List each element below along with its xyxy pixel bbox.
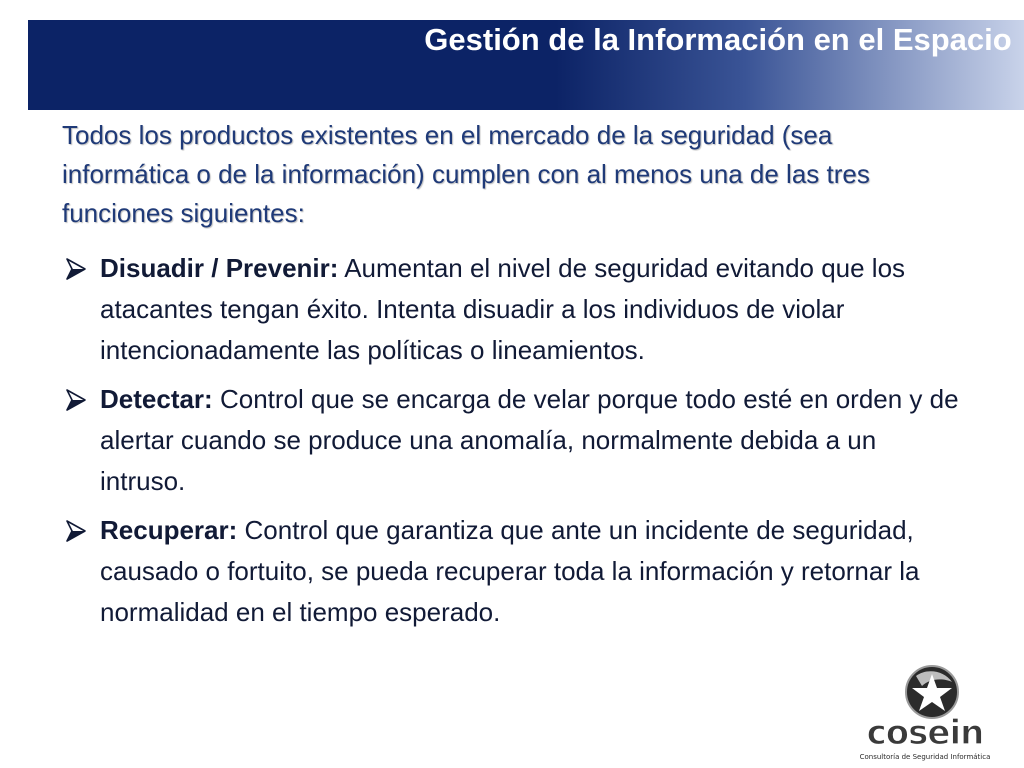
logo-wordmark: cosein [866, 713, 984, 753]
bullet-text: Control que se encarga de velar porque todo esté en orden y de alertar cuando se produce una anomalía, normalmente debida a un intruso. [100, 384, 959, 496]
arrowhead-bullet-icon [64, 257, 88, 281]
bullet-term: Recuperar: [100, 515, 238, 545]
arrowhead-bullet-icon [64, 519, 88, 543]
bullet-term: Detectar: [100, 384, 213, 414]
star-badge-icon [906, 666, 958, 718]
bullet-term: Disuadir / Prevenir: [100, 253, 339, 283]
logo-tagline: Consultoría de Seguridad Informática [860, 753, 990, 761]
bullet-text: Control que garantiza que ante un incidente de seguridad, causado o fortuito, se pueda recuperar toda la información y retornar la normalidad en el tiempo esperado. [100, 515, 920, 627]
title-bar [28, 20, 1024, 110]
arrowhead-bullet-icon [64, 388, 88, 412]
bullet-text: Aumentan el nivel de seguridad evitando que los atacantes tengan éxito. Intenta disuadir a los individuos de violar intencionadamente las políticas o lineamientos. [100, 253, 906, 365]
bullet-item-disuadir [62, 248, 962, 371]
slide-title: Gestión de la Información en el Espacio [424, 22, 1012, 57]
bullet-item-detectar [62, 379, 962, 502]
cosein-logo [860, 664, 990, 768]
bullet-list [62, 248, 962, 641]
bullet-item-recuperar [62, 510, 962, 633]
intro-paragraph: Todos los productos existentes en el mercado de la seguridad (sea informática o de la información) cumplen con al menos una de las tres funciones siguientes: [62, 120, 870, 228]
